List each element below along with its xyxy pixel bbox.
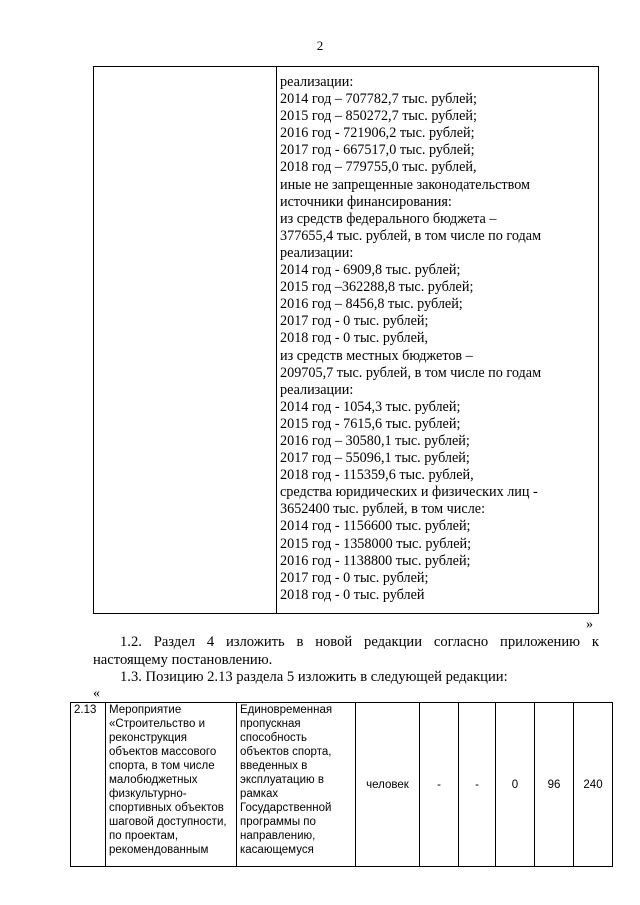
financing-line: реализации: [280, 244, 354, 261]
cell-value: 0 [496, 703, 535, 867]
financing-line: 2016 год - 1138800 тыс. рублей; [280, 552, 471, 569]
financing-line: 2017 год - 667517,0 тыс. рублей; [280, 142, 475, 159]
financing-line: 2016 год – 8456,8 тыс. рублей; [280, 296, 463, 313]
financing-line: 2014 год – 707782,7 тыс. рублей; [280, 91, 477, 108]
financing-line: иные не запрещенные законодательством [280, 176, 531, 193]
financing-line: 2018 год - 0 тыс. рублей, [280, 330, 429, 347]
closing-quote: » [586, 617, 593, 632]
financing-line: из средств местных бюджетов – [280, 347, 473, 364]
financing-line: 2017 год - 0 тыс. рублей; [280, 313, 429, 330]
financing-line: 2014 год - 6909,8 тыс. рублей; [280, 262, 461, 279]
financing-table [93, 66, 599, 614]
financing-line: 377655,4 тыс. рублей, в том числе по годам [280, 227, 542, 244]
table-row [71, 703, 613, 867]
financing-line: 209705,7 тыс. рублей, в том числе по годам [280, 364, 542, 381]
column-divider [276, 67, 277, 613]
financing-line: 2018 год - 115359,6 тыс. рублей, [280, 467, 474, 484]
page-number: 2 [316, 38, 324, 53]
financing-line: 2018 год - 0 тыс. рублей [280, 586, 425, 603]
opening-quote: « [93, 686, 100, 701]
financing-line: 2016 год - 721906,2 тыс. рублей; [280, 125, 475, 142]
financing-line: источники финансирования: [280, 193, 452, 210]
cell-event: Мероприятие «Строительство и реконструкция объектов массового спорта, в том числе малобюджетных физкультурно-спортивных объектов шаговой доступности, по проектам, рекомендованным [106, 703, 237, 867]
financing-line: 2015 год – 850272,7 тыс. рублей; [280, 108, 477, 125]
paragraph-1-3: 1.3. Позицию 2.13 раздела 5 изложить в следующей редакции: [120, 669, 508, 685]
paragraph-1-2: 1.2. Раздел 4 изложить в новой редакции согласно приложению к настоящему постановлению. [93, 634, 599, 668]
financing-line: 3652400 тыс. рублей, в том числе: [280, 501, 486, 518]
financing-line: 2014 год - 1054,3 тыс. рублей; [280, 398, 461, 415]
financing-line: 2017 год – 55096,1 тыс. рублей; [280, 450, 470, 467]
cell-unit: человек [356, 703, 420, 867]
cell-indicator: Единовременная пропускная способность объектов спорта, введенных в эксплуатацию в рамках Государственной программы по направлению, касающемуся [237, 703, 356, 867]
cell-value: 96 [535, 703, 574, 867]
financing-line: реализации: [280, 74, 354, 90]
position-2-13-table [70, 702, 613, 867]
cell-value: - [420, 703, 459, 867]
financing-line: 2015 год –362288,8 тыс. рублей; [280, 279, 474, 296]
financing-line: средства юридических и физических лиц - [280, 484, 538, 501]
financing-line: 2018 год – 779755,0 тыс. рублей, [280, 159, 477, 176]
financing-line: 2017 год - 0 тыс. рублей; [280, 569, 429, 586]
cell-number: 2.13 [71, 703, 106, 867]
cell-value: - [459, 703, 496, 867]
financing-cell [280, 74, 590, 604]
financing-line: реализации: [280, 381, 354, 398]
financing-line: 2015 год - 1358000 тыс. рублей; [280, 535, 472, 552]
financing-line: 2014 год - 1156600 тыс. рублей; [280, 518, 471, 535]
financing-line: 2015 год - 7615,6 тыс. рублей; [280, 415, 461, 432]
financing-line: из средств федерального бюджета – [280, 210, 497, 227]
financing-line: 2016 год – 30580,1 тыс. рублей; [280, 432, 470, 449]
cell-value: 240 [574, 703, 613, 867]
